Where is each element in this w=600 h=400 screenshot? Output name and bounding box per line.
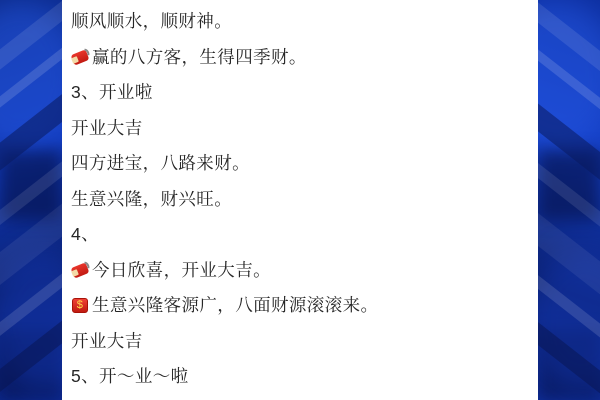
firecracker-icon (71, 261, 90, 280)
money-bag-icon (71, 296, 90, 315)
money-bag-symbol: $ (76, 299, 84, 312)
ribbon-gap-left (62, 0, 71, 400)
line-text: 生意兴隆，财兴旺。 (71, 188, 233, 209)
line-text: 四方进宝，八路来财。 (71, 153, 250, 173)
text-line (71, 4, 529, 40)
blue-ribbon-right (538, 0, 600, 400)
text-line (71, 359, 529, 395)
blue-ribbon-left (0, 0, 62, 400)
line-text: 赢的八方客，生得四季财。 (92, 46, 307, 67)
line-text: 开业大吉 (71, 117, 143, 138)
line-text: 5、开～业～啦 (71, 366, 189, 386)
line-text: 3、开业啦 (71, 82, 153, 102)
line-text: 开业大吉 (71, 330, 143, 351)
line-text: 4、 (71, 224, 100, 244)
text-line (71, 324, 529, 360)
line-text: 今日欣喜，开业大吉。 (92, 259, 271, 280)
text-line (71, 75, 529, 111)
text-line (71, 40, 529, 76)
text-line (71, 253, 529, 289)
text-line (71, 146, 529, 182)
firecracker-icon (71, 48, 90, 67)
text-line (71, 217, 529, 253)
text-line (71, 111, 529, 147)
text-body (71, 0, 529, 400)
text-line (71, 182, 529, 218)
text-line (71, 288, 529, 324)
line-text: 顺风顺水，顺财神。 (71, 11, 233, 31)
ribbon-gap-right (529, 0, 538, 400)
line-text: 生意兴隆客源广，八面财源滚滚来。 (92, 295, 379, 315)
